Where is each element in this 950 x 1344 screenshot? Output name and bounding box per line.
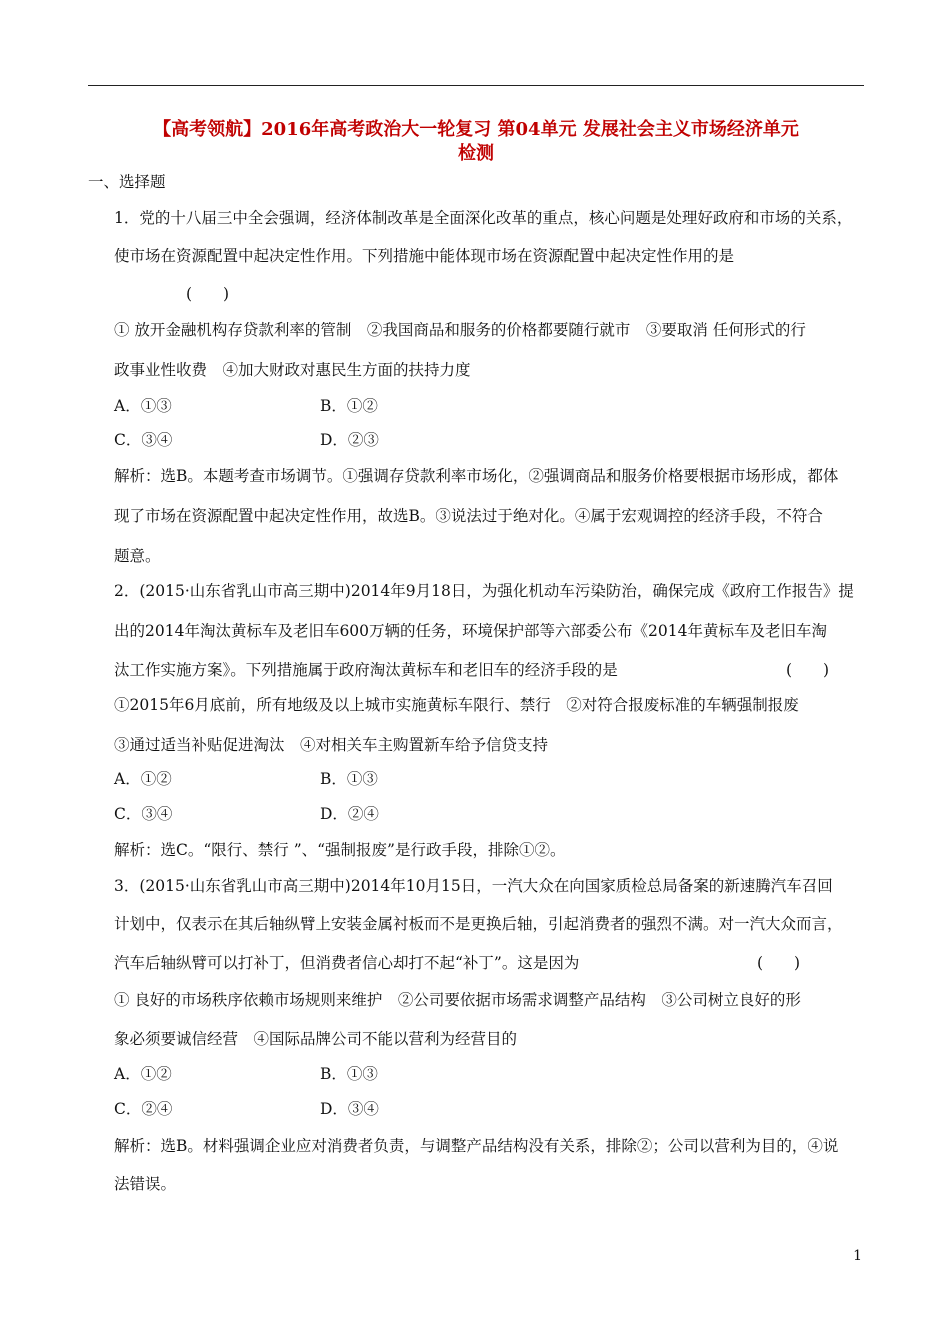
- section-heading: 一、选择题: [88, 173, 166, 191]
- q3-choice-d: D．③④: [320, 1100, 379, 1118]
- q1-answer-blank: ( ): [186, 285, 230, 303]
- q2-choice-c: C．③④: [114, 805, 173, 823]
- q3-choice-c: C．②④: [114, 1100, 173, 1118]
- q1-explanation-line-2: 现了市场在资源配置中起决定性作用，故选B。③说法过于绝对化。④属于宏观调控的经济手段，不符合: [114, 507, 823, 525]
- q1-explanation-line-1: 解析：选B。本题考查市场调节。①强调存贷款利率市场化，②强调商品和服务价格要根据市场形成，都体: [114, 467, 839, 485]
- document-title: [88, 118, 864, 166]
- q1-options-line-1: ① 放开金融机构存贷款利率的管制 ②我国商品和服务的价格都要随行就市 ③要取消 任何形式的行: [114, 321, 806, 339]
- q2-choice-b: B．①③: [320, 770, 378, 788]
- q3-stem-line-3: 汽车后轴纵臂可以打补丁，但消费者信心却打不起“补丁”。这是因为: [114, 954, 580, 972]
- q3-explanation-line-1: 解析：选B。材料强调企业应对消费者负责，与调整产品结构没有关系，排除②；公司以营利为目的，④说: [114, 1137, 839, 1155]
- title-line-1: 【高考领航】2016年高考政治大一轮复习 第04单元 发展社会主义市场经济单元: [153, 119, 799, 140]
- q1-choice-a: A．①③: [114, 397, 172, 415]
- q3-options-line-2: 象必须要诚信经营 ④国际品牌公司不能以营利为经营目的: [114, 1030, 518, 1048]
- title-line-2: 检测: [458, 143, 494, 164]
- q3-stem-line-1: 3．(2015·山东省乳山市高三期中)2014年10月15日，一汽大众在向国家质检总局备案的新速腾汽车召回: [114, 877, 833, 895]
- q1-choice-d: D．②③: [320, 431, 379, 449]
- q2-stem-line-3: 汰工作实施方案》。下列措施属于政府淘汰黄标车和老旧车的经济手段的是: [114, 661, 618, 679]
- q3-answer-blank: ( ): [757, 954, 801, 972]
- q1-explanation-line-3: 题意。: [114, 547, 161, 565]
- header-rule: [88, 85, 864, 86]
- q3-explanation-line-2: 法错误。: [114, 1175, 177, 1193]
- q3-choice-a: A．①②: [114, 1065, 172, 1083]
- q2-explanation: 解析：选C。“限行、禁行 ”、“强制报废”是行政手段，排除①②。: [114, 841, 566, 859]
- q2-choice-d: D．②④: [320, 805, 379, 823]
- q2-choice-a: A．①②: [114, 770, 172, 788]
- q1-choice-b: B．①②: [320, 397, 378, 415]
- q1-stem-line-1: 1．党的十八届三中全会强调，经济体制改革是全面深化改革的重点，核心问题是处理好政府和市场的关系，: [114, 209, 853, 227]
- q1-stem-line-2: 使市场在资源配置中起决定性作用。下列措施中能体现市场在资源配置中起决定性作用的是: [114, 247, 735, 265]
- q3-stem-line-2: 计划中，仅表示在其后轴纵臂上安装金属衬板而不是更换后轴，引起消费者的强烈不满。对一汽大众而言，: [114, 915, 843, 933]
- q3-choice-b: B．①③: [320, 1065, 378, 1083]
- q2-answer-blank: ( ): [786, 661, 830, 679]
- q1-choice-c: C．③④: [114, 431, 173, 449]
- q1-options-line-2: 政事业性收费 ④加大财政对惠民生方面的扶持力度: [114, 361, 471, 379]
- q2-options-line-1: ①2015年6月底前，所有地级及以上城市实施黄标车限行、禁行 ②对符合报废标准的车辆强制报废: [114, 696, 799, 714]
- q3-options-line-1: ① 良好的市场秩序依赖市场规则来维护 ②公司要依据市场需求调整产品结构 ③公司树立良好的形: [114, 991, 801, 1009]
- q2-stem-line-2: 出的2014年淘汰黄标车及老旧车600万辆的任务，环境保护部等六部委公布《2014年黄标车及老旧车淘: [114, 622, 827, 640]
- q2-options-line-2: ③通过适当补贴促进淘汰 ④对相关车主购置新车给予信贷支持: [114, 736, 549, 754]
- page-number: 1: [853, 1248, 862, 1264]
- q2-stem-line-1: 2．(2015·山东省乳山市高三期中)2014年9月18日，为强化机动车污染防治，确保完成《政府工作报告》提: [114, 582, 854, 600]
